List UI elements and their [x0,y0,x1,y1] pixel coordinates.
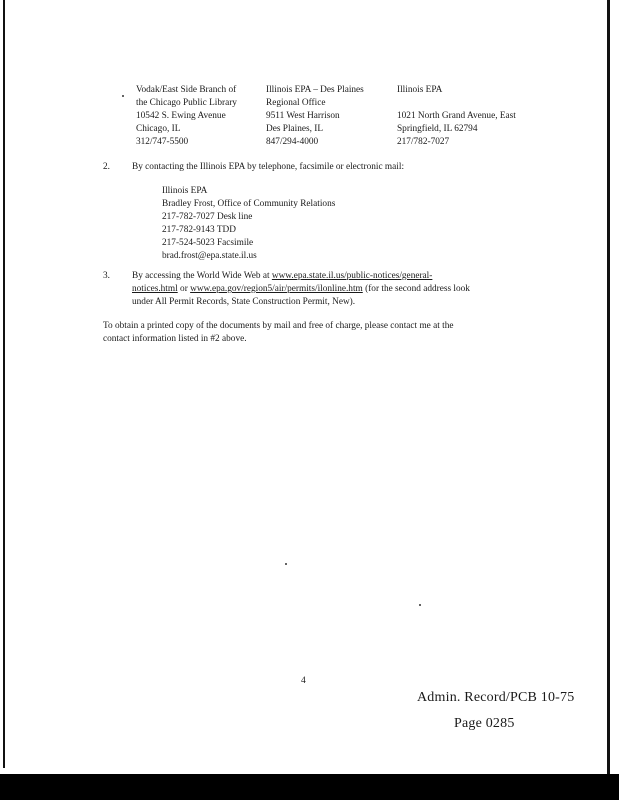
general-notices-link-continued[interactable]: notices.html [132,284,178,294]
contact-block [162,185,335,264]
address-column-library [136,84,237,149]
item-3-number: 3. [103,271,110,281]
address-line: the Chicago Public Library [136,98,237,109]
address-line: Vodak/East Side Branch of [136,85,237,95]
contact-email[interactable]: brad.frost@epa.state.il.us [162,251,257,262]
admin-record-stamp: Admin. Record/PCB 10-75 [417,690,575,705]
item-3-line-2 [132,283,470,296]
page-border-left [3,0,5,768]
scan-speck [122,95,124,97]
address-line [397,97,516,110]
scan-bottom-bar [0,774,619,800]
contact-line: 217-782-7027 Desk line [162,212,253,223]
region5-permits-link[interactable]: www.epa.gov/region5/air/permits/ilonline.htm [190,284,363,294]
page-stamp: Page 0285 [454,716,515,731]
address-line: 312/747-5500 [136,137,189,148]
item-3-prefix: By accessing the World Wide Web at [132,271,272,281]
contact-line: Illinois EPA [162,186,208,196]
closing-line-1: To obtain a printed copy of the documents by mail and free of charge, please contact me at the [103,321,454,331]
item-2-text: By contacting the Illinois EPA by telephone, facsimile or electronic mail: [132,162,405,172]
page-border-right [607,0,610,800]
address-line: 1021 North Grand Avenue, East [397,111,516,122]
item-3-suffix: (for the second address look [362,284,470,294]
address-column-springfield [397,84,516,149]
address-line: Des Plaines, IL [266,124,324,135]
item-3-line-3: under All Permit Records, State Construction Permit, New). [132,297,356,307]
page-number: 4 [301,676,306,686]
scan-speck [419,604,421,606]
scan-speck [285,563,287,565]
address-line: 847/294-4000 [266,137,319,148]
address-line: 9511 West Harrison [266,111,340,122]
address-line: Illinois EPA [397,85,443,95]
address-line: 217/782-7027 [397,137,450,148]
address-line: Springfield, IL 62794 [397,124,478,135]
item-3-line-1 [132,270,432,283]
general-notices-link[interactable]: www.epa.state.il.us/public-notices/general- [271,271,433,281]
address-column-des-plaines [266,84,364,149]
contact-line: 217-524-5023 Facsimile [162,238,254,249]
address-line: Illinois EPA – Des Plaines [266,85,364,95]
address-line: Chicago, IL [136,124,181,135]
closing-line-2: contact information listed in #2 above. [103,334,247,344]
contact-line: Bradley Frost, Office of Community Relations [162,199,336,210]
item-2-number: 2. [103,162,110,172]
contact-line: 217-782-9143 TDD [162,225,236,236]
address-line: 10542 S. Ewing Avenue [136,111,226,122]
address-line: Regional Office [266,98,326,109]
item-3-or: or [177,284,191,294]
